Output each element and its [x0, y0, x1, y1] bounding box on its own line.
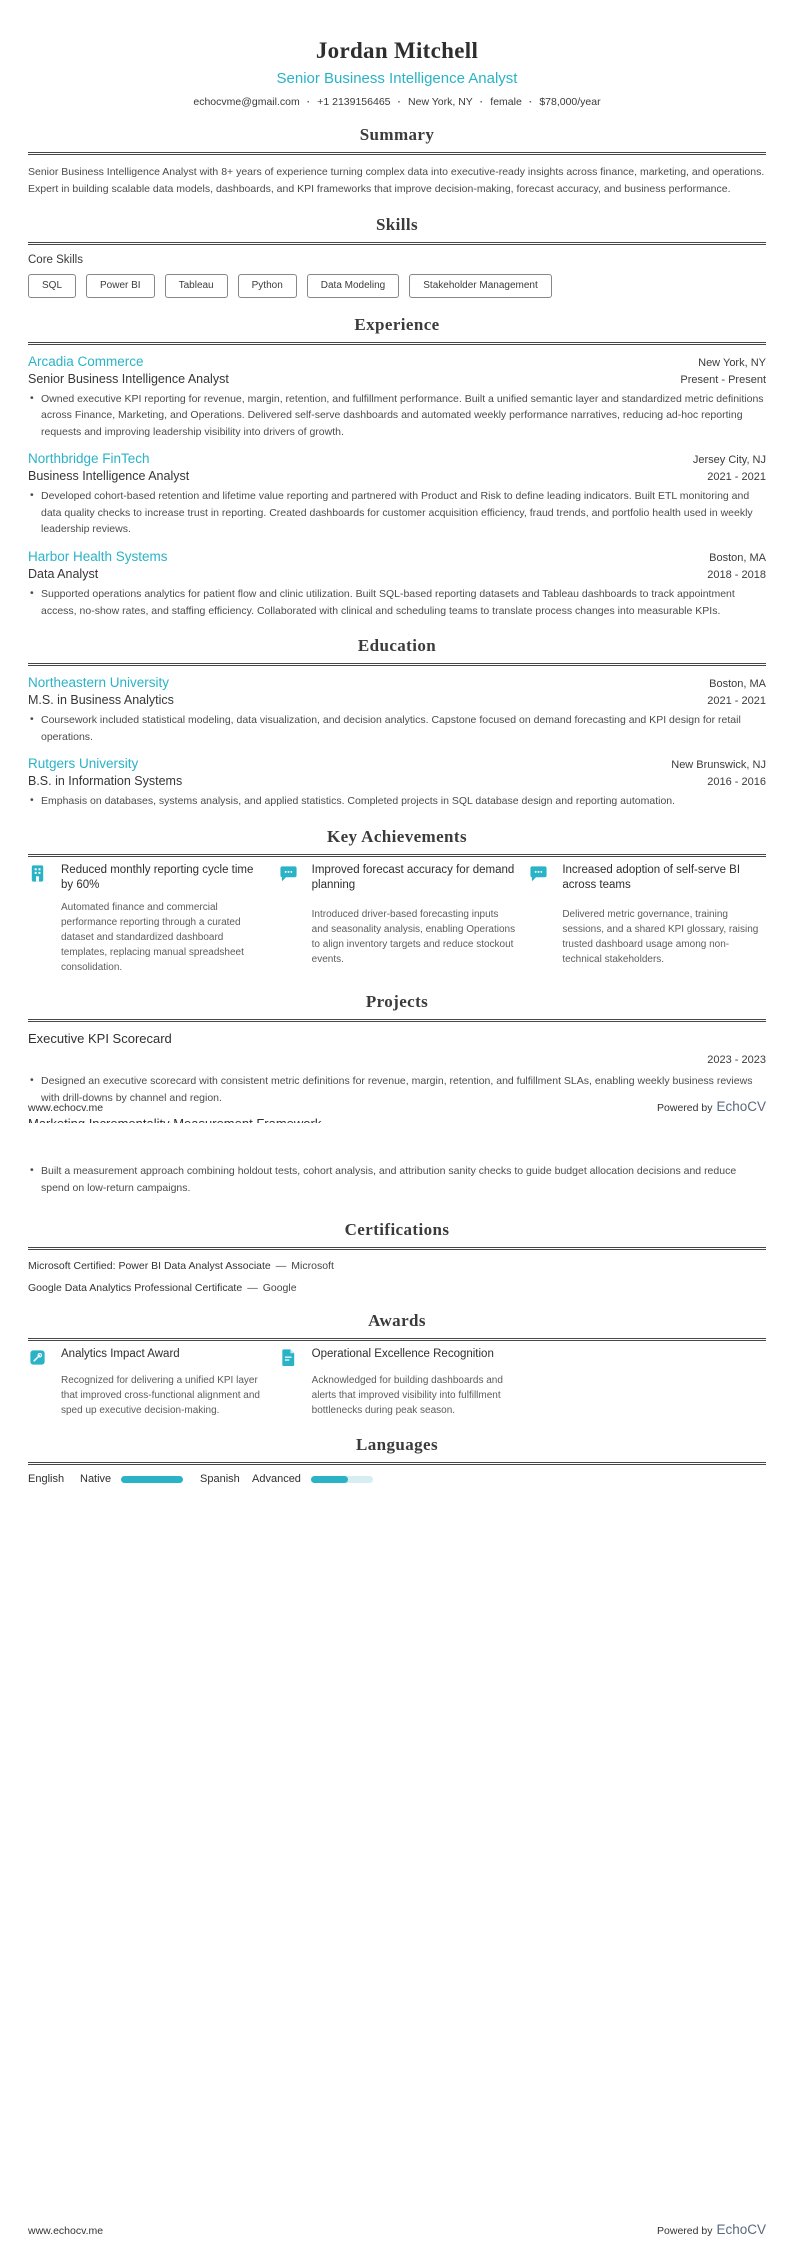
achievement-title: Increased adoption of self-serve BI across teams [562, 863, 741, 892]
award-item [279, 1347, 516, 1418]
skill-chip: SQL [28, 274, 76, 298]
section-heading-key-achievements: Key Achievements [28, 827, 766, 857]
awards-grid [28, 1347, 766, 1418]
echocv-brand-link[interactable]: EchoCV [716, 2222, 766, 2237]
skill-chip: Power BI [86, 274, 155, 298]
language-level-bar [121, 1476, 183, 1483]
project-description: • Designed an executive scorecard with consistent metric definitions for revenue, margin, retention, and fulfillment SLAs, enabling weekly business reviews with drill-downs by channel and region. [28, 1073, 766, 1106]
job-description: • Owned executive KPI reporting for revenue, margin, retention, and fulfillment performance. Built a unified semantic layer and standardized metric definitions across Finance, Marketing, and Operations. Delivered self-serve dashboards and automated weekly performance narratives, reducing ad-hoc reporting requests and improving leadership visibility into drivers of growth. [28, 391, 766, 441]
gender-text: female [490, 96, 522, 108]
education-description: • Emphasis on databases, systems analysis, and applied statistics. Completed projects in SQL database design and reporting automation. [28, 793, 766, 810]
achievement-description: Introduced driver-based forecasting inputs and seasonality analysis, enabling Operations to align inventory targets and reduce stockout events. [311, 909, 516, 966]
contact-separator: · [479, 96, 484, 108]
section-heading-projects: Projects [28, 992, 766, 1022]
contact-separator: · [528, 96, 533, 108]
section-heading-languages: Languages [28, 1435, 766, 1465]
language-item [200, 1473, 372, 1485]
education-entry [28, 756, 766, 810]
certification-name: Google Data Analytics Professional Certificate [28, 1282, 243, 1295]
achievement-title: Reduced monthly reporting cycle time by 60% [61, 863, 254, 892]
contact-line [28, 96, 766, 108]
section-heading-summary: Summary [28, 125, 766, 155]
chat-icon [279, 864, 298, 883]
company-location: Boston, MA [709, 552, 766, 565]
certification-separator: — [247, 1282, 258, 1295]
language-level-fill [121, 1476, 183, 1483]
skill-chip: Tableau [165, 274, 228, 298]
certification-issuer: Microsoft [291, 1260, 334, 1273]
candidate-title: Senior Business Intelligence Analyst [276, 70, 518, 87]
site-link[interactable]: www.echocv.me [28, 2225, 104, 2237]
language-level-bar [311, 1476, 373, 1483]
school-name: Rutgers University [28, 756, 139, 772]
degree-title: M.S. in Business Analytics [28, 693, 174, 708]
project-title: Executive KPI Scorecard [28, 1030, 172, 1046]
project-description: • Built a measurement approach combining holdout tests, cohort analysis, and attribution sanity checks to guide budget allocation decisions and reduce spend on low-return campaigns. [28, 1163, 766, 1196]
award-item [28, 1347, 265, 1418]
language-level: Advanced [252, 1473, 301, 1486]
achievement-item [28, 863, 265, 975]
award-description: Acknowledged for building dashboards and alerts that improved visibility into fulfillment bottlenecks during peak season. [311, 1375, 503, 1417]
company-name: Harbor Health Systems [28, 549, 168, 565]
education-dates: 2021 - 2021 [707, 695, 766, 708]
certification-issuer: Google [262, 1282, 297, 1295]
education-description: • Coursework included statistical modeling, data visualization, and decision analytics. Capstone focused on demand forecasting and KPI design for retail operations. [28, 712, 766, 745]
company-name: Northbridge FinTech [28, 451, 150, 467]
language-level-fill [311, 1476, 348, 1483]
school-location: Boston, MA [709, 678, 766, 691]
languages-list [28, 1473, 766, 1485]
section-heading-awards: Awards [28, 1311, 766, 1341]
contact-separator: · [397, 96, 402, 108]
company-location: New York, NY [698, 356, 766, 369]
page-footer [28, 2222, 766, 2237]
school-location: New Brunswick, NJ [671, 759, 766, 772]
achievement-item [279, 863, 516, 975]
achievement-description: Delivered metric governance, training sessions, and a shared KPI glossary, raising trusted dashboard usage among non-technical stakeholders. [562, 909, 759, 966]
powered-by [657, 1099, 766, 1114]
job-dates: Present - Present [680, 373, 766, 386]
award-description: Recognized for delivering a unified KPI layer that improved cross-functional alignment and sped up executive decision-making. [61, 1375, 260, 1417]
skill-chip: Data Modeling [307, 274, 399, 298]
building-icon [28, 864, 47, 883]
education-dates: 2016 - 2016 [707, 776, 766, 789]
achievement-item [529, 863, 766, 975]
skill-chip: Python [238, 274, 297, 298]
echocv-brand-link[interactable]: EchoCV [716, 1099, 766, 1114]
certification-item [28, 1282, 766, 1294]
achievement-title: Improved forecast accuracy for demand planning [311, 863, 515, 892]
salary-text: $78,000/year [539, 96, 601, 108]
education-entry [28, 675, 766, 745]
job-dates: 2018 - 2018 [707, 569, 766, 582]
badge-icon [28, 1348, 47, 1367]
summary-text: Senior Business Intelligence Analyst with 8+ years of experience turning complex data into executive-ready insights across finance, marketing, and operations. Expert in building scalable data models, dashboards, and KPI frameworks that improve decision-making, forecast accuracy, and business performance. [28, 166, 765, 195]
site-link[interactable]: www.echocv.me [28, 1102, 104, 1114]
section-heading-certifications: Certifications [28, 1220, 766, 1250]
skill-group-label: Core Skills [28, 253, 83, 266]
achievement-description: Automated finance and commercial performance reporting through a curated dataset and standardized dashboard templates, replacing manual spreadsheet consolidation. [61, 901, 244, 973]
language-name: Spanish [200, 1473, 240, 1486]
section-heading-experience: Experience [28, 315, 766, 345]
skill-chip-list [28, 274, 766, 298]
language-item [28, 1473, 200, 1485]
degree-title: B.S. in Information Systems [28, 774, 183, 789]
phone-number: +1 2139156465 [317, 96, 391, 108]
page-footer [28, 1099, 766, 1114]
award-title: Operational Excellence Recognition [311, 1348, 494, 1361]
document-icon [279, 1348, 298, 1367]
powered-by [657, 2222, 766, 2237]
language-name: English [28, 1473, 65, 1486]
powered-by-label: Powered by [657, 1102, 713, 1114]
experience-entry [28, 549, 766, 619]
language-level: Native [80, 1473, 112, 1486]
experience-entry [28, 354, 766, 441]
certification-name: Microsoft Certified: Power BI Data Analyst Associate [28, 1260, 271, 1273]
certification-separator: — [275, 1260, 287, 1273]
chat-icon [529, 864, 548, 883]
job-title: Data Analyst [28, 567, 99, 582]
job-title: Senior Business Intelligence Analyst [28, 371, 229, 386]
section-heading-education: Education [28, 636, 766, 666]
certification-item [28, 1260, 766, 1272]
email-link[interactable]: echocvme@gmail.com [193, 96, 300, 108]
contact-separator: · [306, 96, 311, 108]
location-text: New York, NY [408, 96, 473, 108]
experience-entry [28, 451, 766, 538]
project-dates: 2023 - 2023 [707, 1053, 766, 1066]
job-dates: 2021 - 2021 [707, 471, 766, 484]
company-location: Jersey City, NJ [692, 454, 766, 467]
resume-page-2 [0, 1123, 794, 2246]
company-name: Arcadia Commerce [28, 353, 144, 369]
job-description: • Developed cohort-based retention and lifetime value reporting and partnered with Product and Risk to define leading indicators. Built ETL monitoring and data quality checks to increase trust in reporting. Created dashboards for customer acquisition efficiency, fraud trends, and portfolio health used in weekly leadership reviews. [28, 488, 766, 538]
job-description: • Supported operations analytics for patient flow and clinic utilization. Built SQL-based reporting datasets and Tableau dashboards to track appointment access, no-show rates, and staffing efficiency. Collaborated with clinical and scheduling teams to translate process changes into measurable KPIs. [28, 586, 766, 619]
achievements-grid [28, 863, 766, 975]
award-title: Analytics Impact Award [61, 1348, 180, 1361]
candidate-name: Jordan Mitchell [315, 38, 479, 63]
project-entry [28, 1031, 766, 1106]
section-heading-skills: Skills [28, 215, 766, 245]
job-title: Business Intelligence Analyst [28, 469, 190, 484]
powered-by-label: Powered by [657, 2225, 713, 2237]
skill-chip: Stakeholder Management [409, 274, 552, 298]
school-name: Northeastern University [28, 675, 170, 691]
